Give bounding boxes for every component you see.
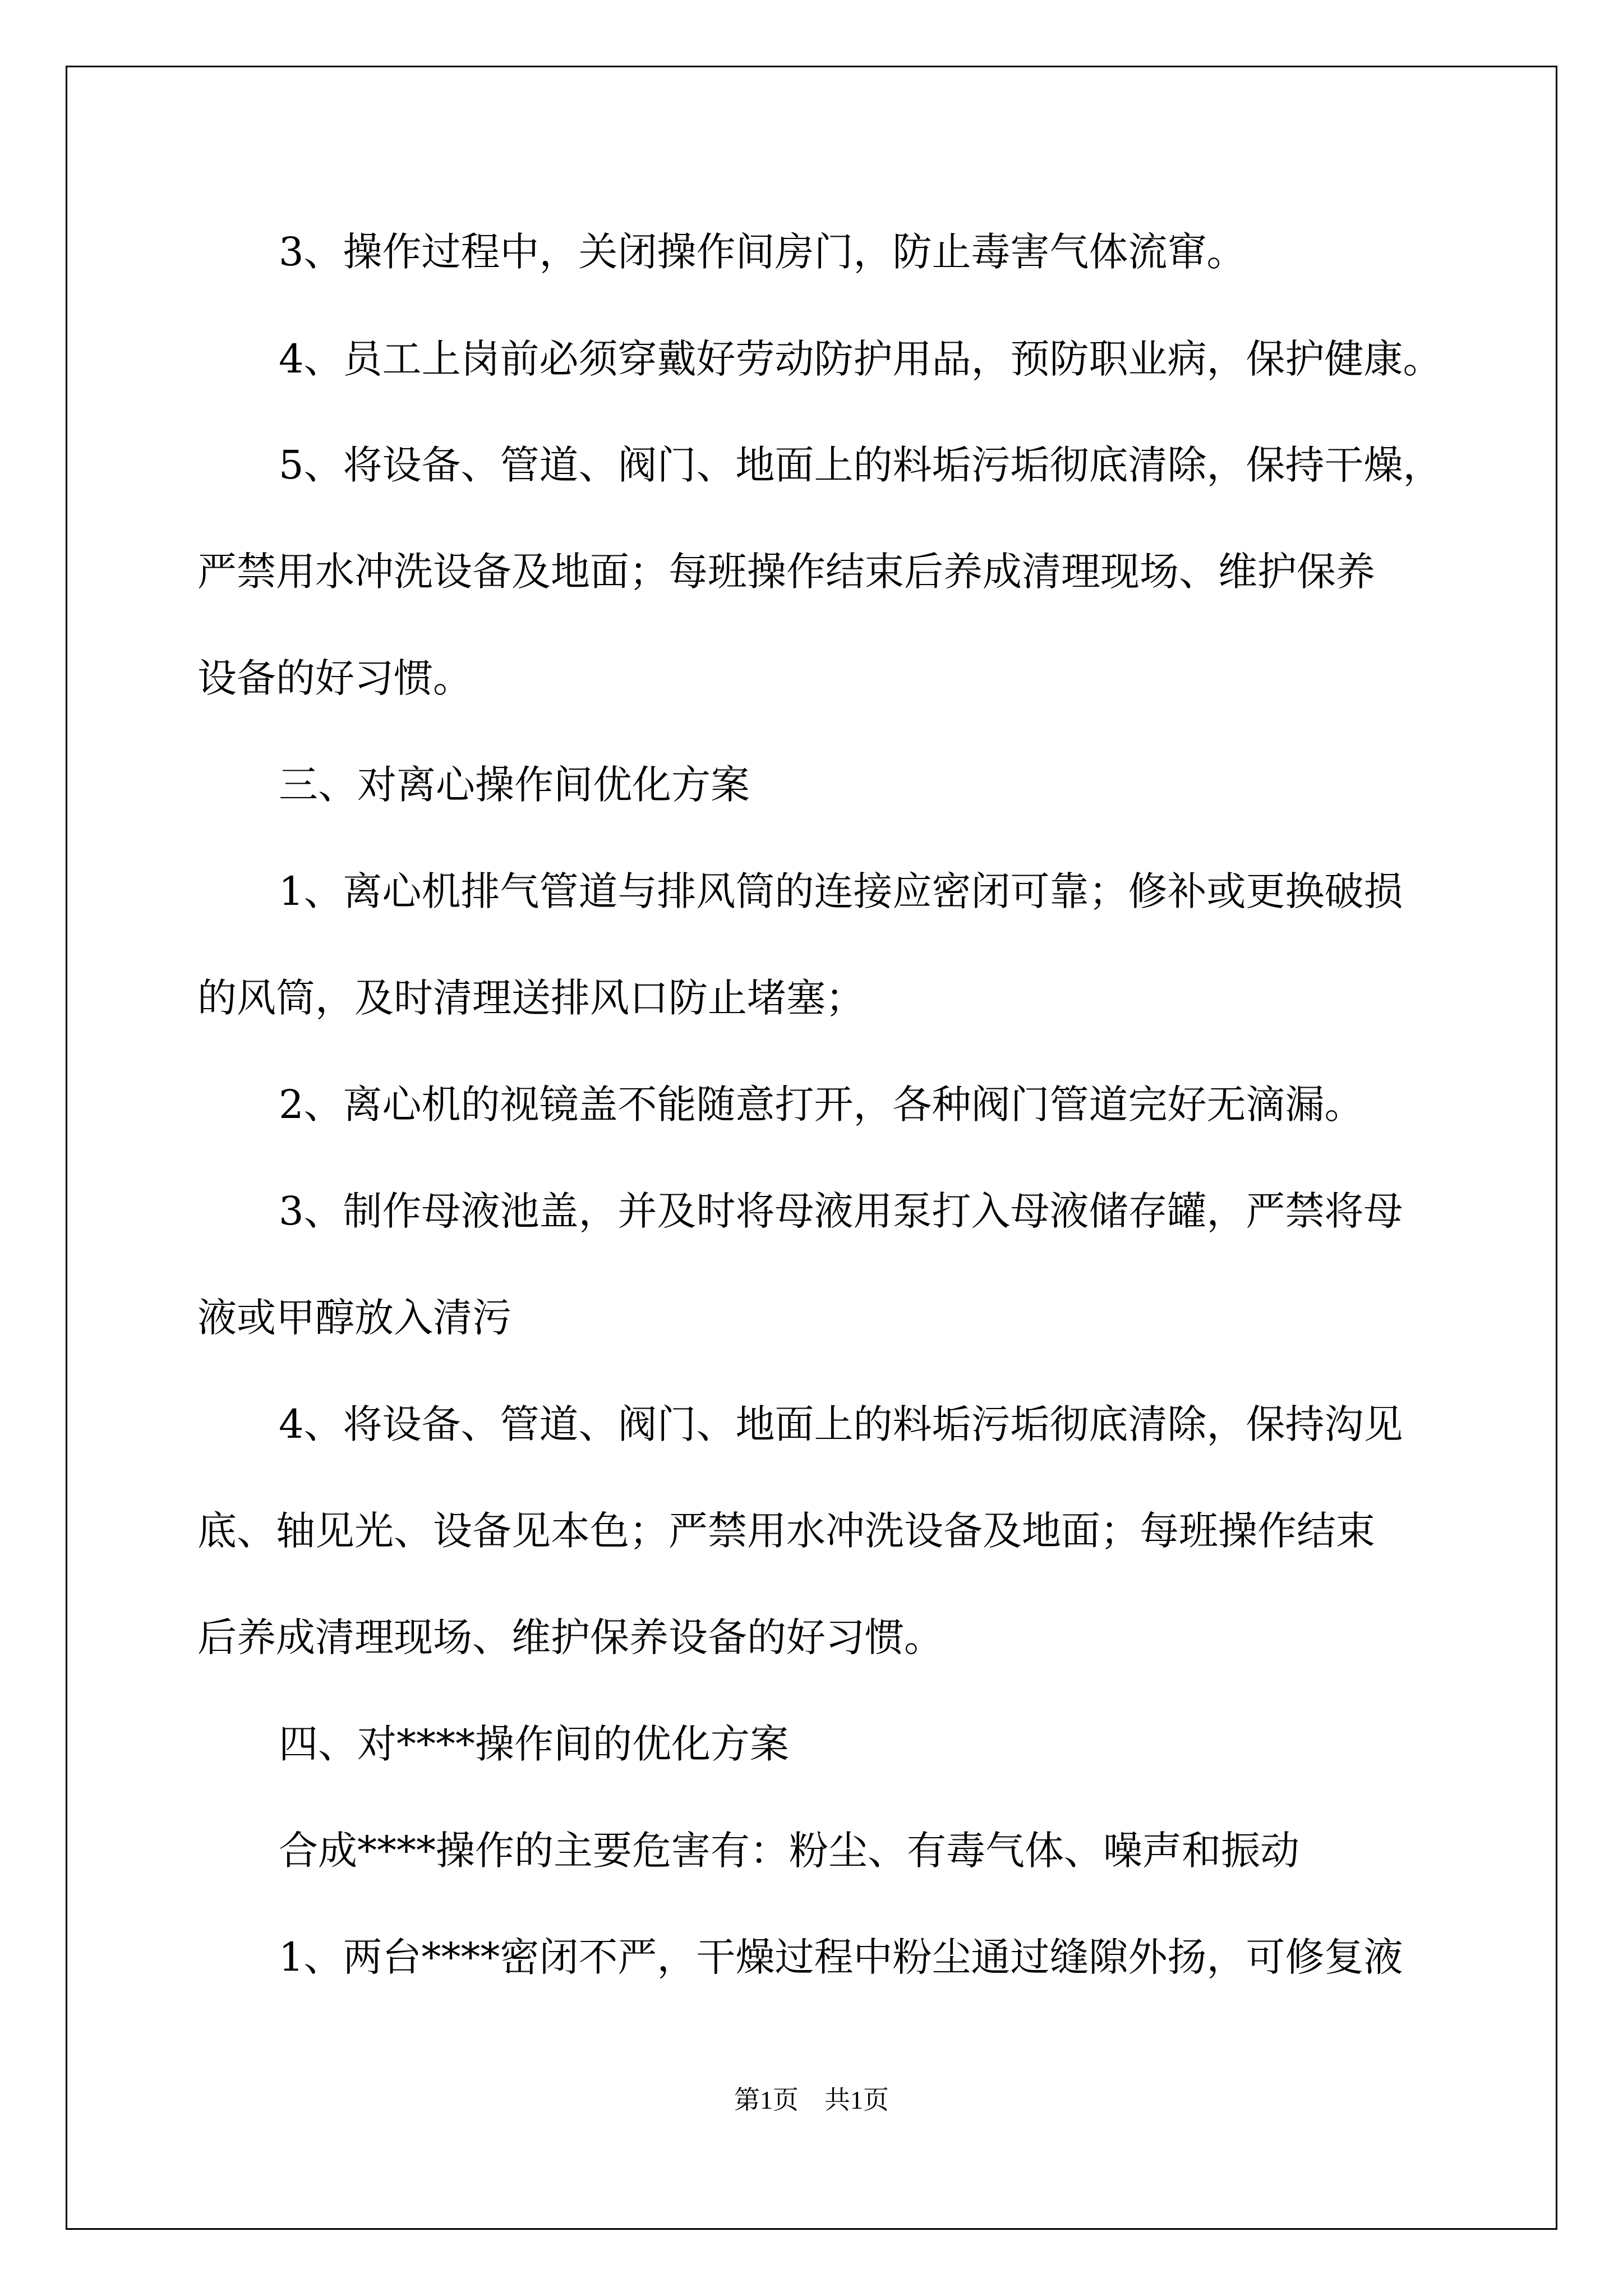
paragraph-line-16: 合成****操作的主要危害有：粉尘、有毒气体、噪声和振动 <box>279 1828 1299 1874</box>
section-heading-4: 四、对****操作间的优化方案 <box>279 1721 789 1767</box>
paragraph-line-14: 后养成清理现场、维护保养设备的好习惯。 <box>197 1614 943 1660</box>
paragraph-line-17: 1、两台****密闭不严，干燥过程中粉尘通过缝隙外扬，可修复液 <box>279 1934 1403 1980</box>
paragraph-line-12: 4、将设备、管道、阀门、地面上的料垢污垢彻底清除，保持沟见 <box>279 1401 1403 1447</box>
paragraph-line-1: 3、操作过程中，关闭操作间房门，防止毒害气体流窜。 <box>279 229 1246 275</box>
paragraph-line-13: 底、轴见光、设备见本色；严禁用水冲洗设备及地面；每班操作结束 <box>197 1508 1375 1554</box>
paragraph-line-5: 设备的好习惯。 <box>197 655 472 701</box>
paragraph-line-2: 4、员工上岗前必须穿戴好劳动防护用品，预防职业病，保护健康。 <box>279 336 1442 382</box>
paragraph-line-8: 的风筒，及时清理送排风口防止堵塞； <box>197 975 865 1021</box>
section-heading-3: 三、对离心操作间优化方案 <box>279 762 750 808</box>
paragraph-line-9: 2、离心机的视镜盖不能随意打开，各种阀门管道完好无滴漏。 <box>279 1082 1364 1128</box>
paragraph-line-10: 3、制作母液池盖，并及时将母液用泵打入母液储存罐，严禁将母 <box>279 1188 1403 1234</box>
paragraph-line-7: 1、离心机排气管道与排风筒的连接应密闭可靠；修补或更换破损 <box>279 868 1403 914</box>
paragraph-line-4: 严禁用水冲洗设备及地面；每班操作结束后养成清理现场、维护保养 <box>197 549 1375 595</box>
page-number-footer: 第1页 共1页 <box>734 2086 889 2114</box>
paragraph-line-3: 5、将设备、管道、阀门、地面上的料垢污垢彻底清除，保持干燥， <box>279 442 1442 488</box>
paragraph-line-11: 液或甲醇放入清污 <box>197 1295 511 1341</box>
page-border <box>66 66 1557 2230</box>
